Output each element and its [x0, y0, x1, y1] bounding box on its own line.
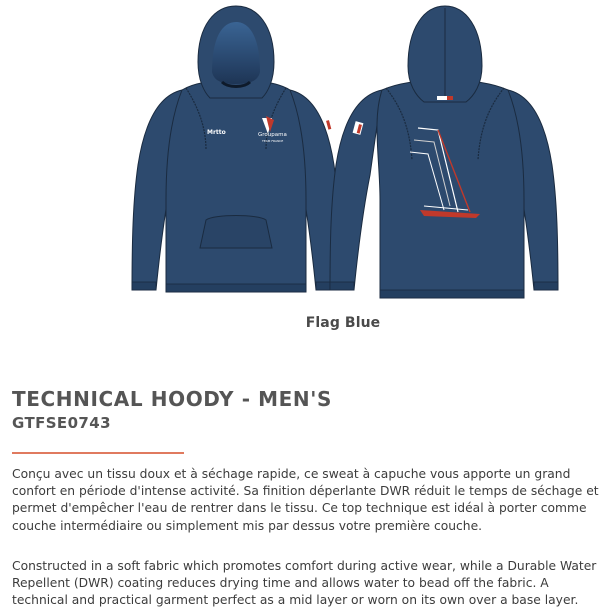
hoodie-front	[132, 6, 340, 292]
svg-text:Groupama: Groupama	[258, 132, 287, 138]
svg-text:TEAM FRANCE: TEAM FRANCE	[262, 139, 284, 143]
product-title: TECHNICAL HOODY - MEN'S	[12, 387, 332, 411]
divider	[12, 452, 184, 454]
hoodie-back	[330, 6, 558, 298]
description-en: Constructed in a soft fabric which promotes comfort during active wear, while a Durable Water Repellent (DWR) coating reduces drying time and allows water to bead off the fabric. A technical and practical garment perfect as a mid layer or worn on its own over a base layer.	[12, 559, 597, 608]
description-fr: Conçu avec un tissu doux et à séchage rapide, ce sweat à capuche vous apporte un grand confort en période d'intense activité. Sa finition déperlante DWR réduit le temps de séchage et permet d'empêcher l'eau de rentrer dans le tissu. Ce top technique est idéal à porter comme couche intermédiaire ou simplement mis par dessus votre première couche.	[12, 467, 599, 533]
color-label: Flag Blue	[305, 315, 381, 331]
svg-text:Mrtto: Mrtto	[207, 129, 226, 136]
product-sku: GTFSE0743	[12, 414, 111, 432]
